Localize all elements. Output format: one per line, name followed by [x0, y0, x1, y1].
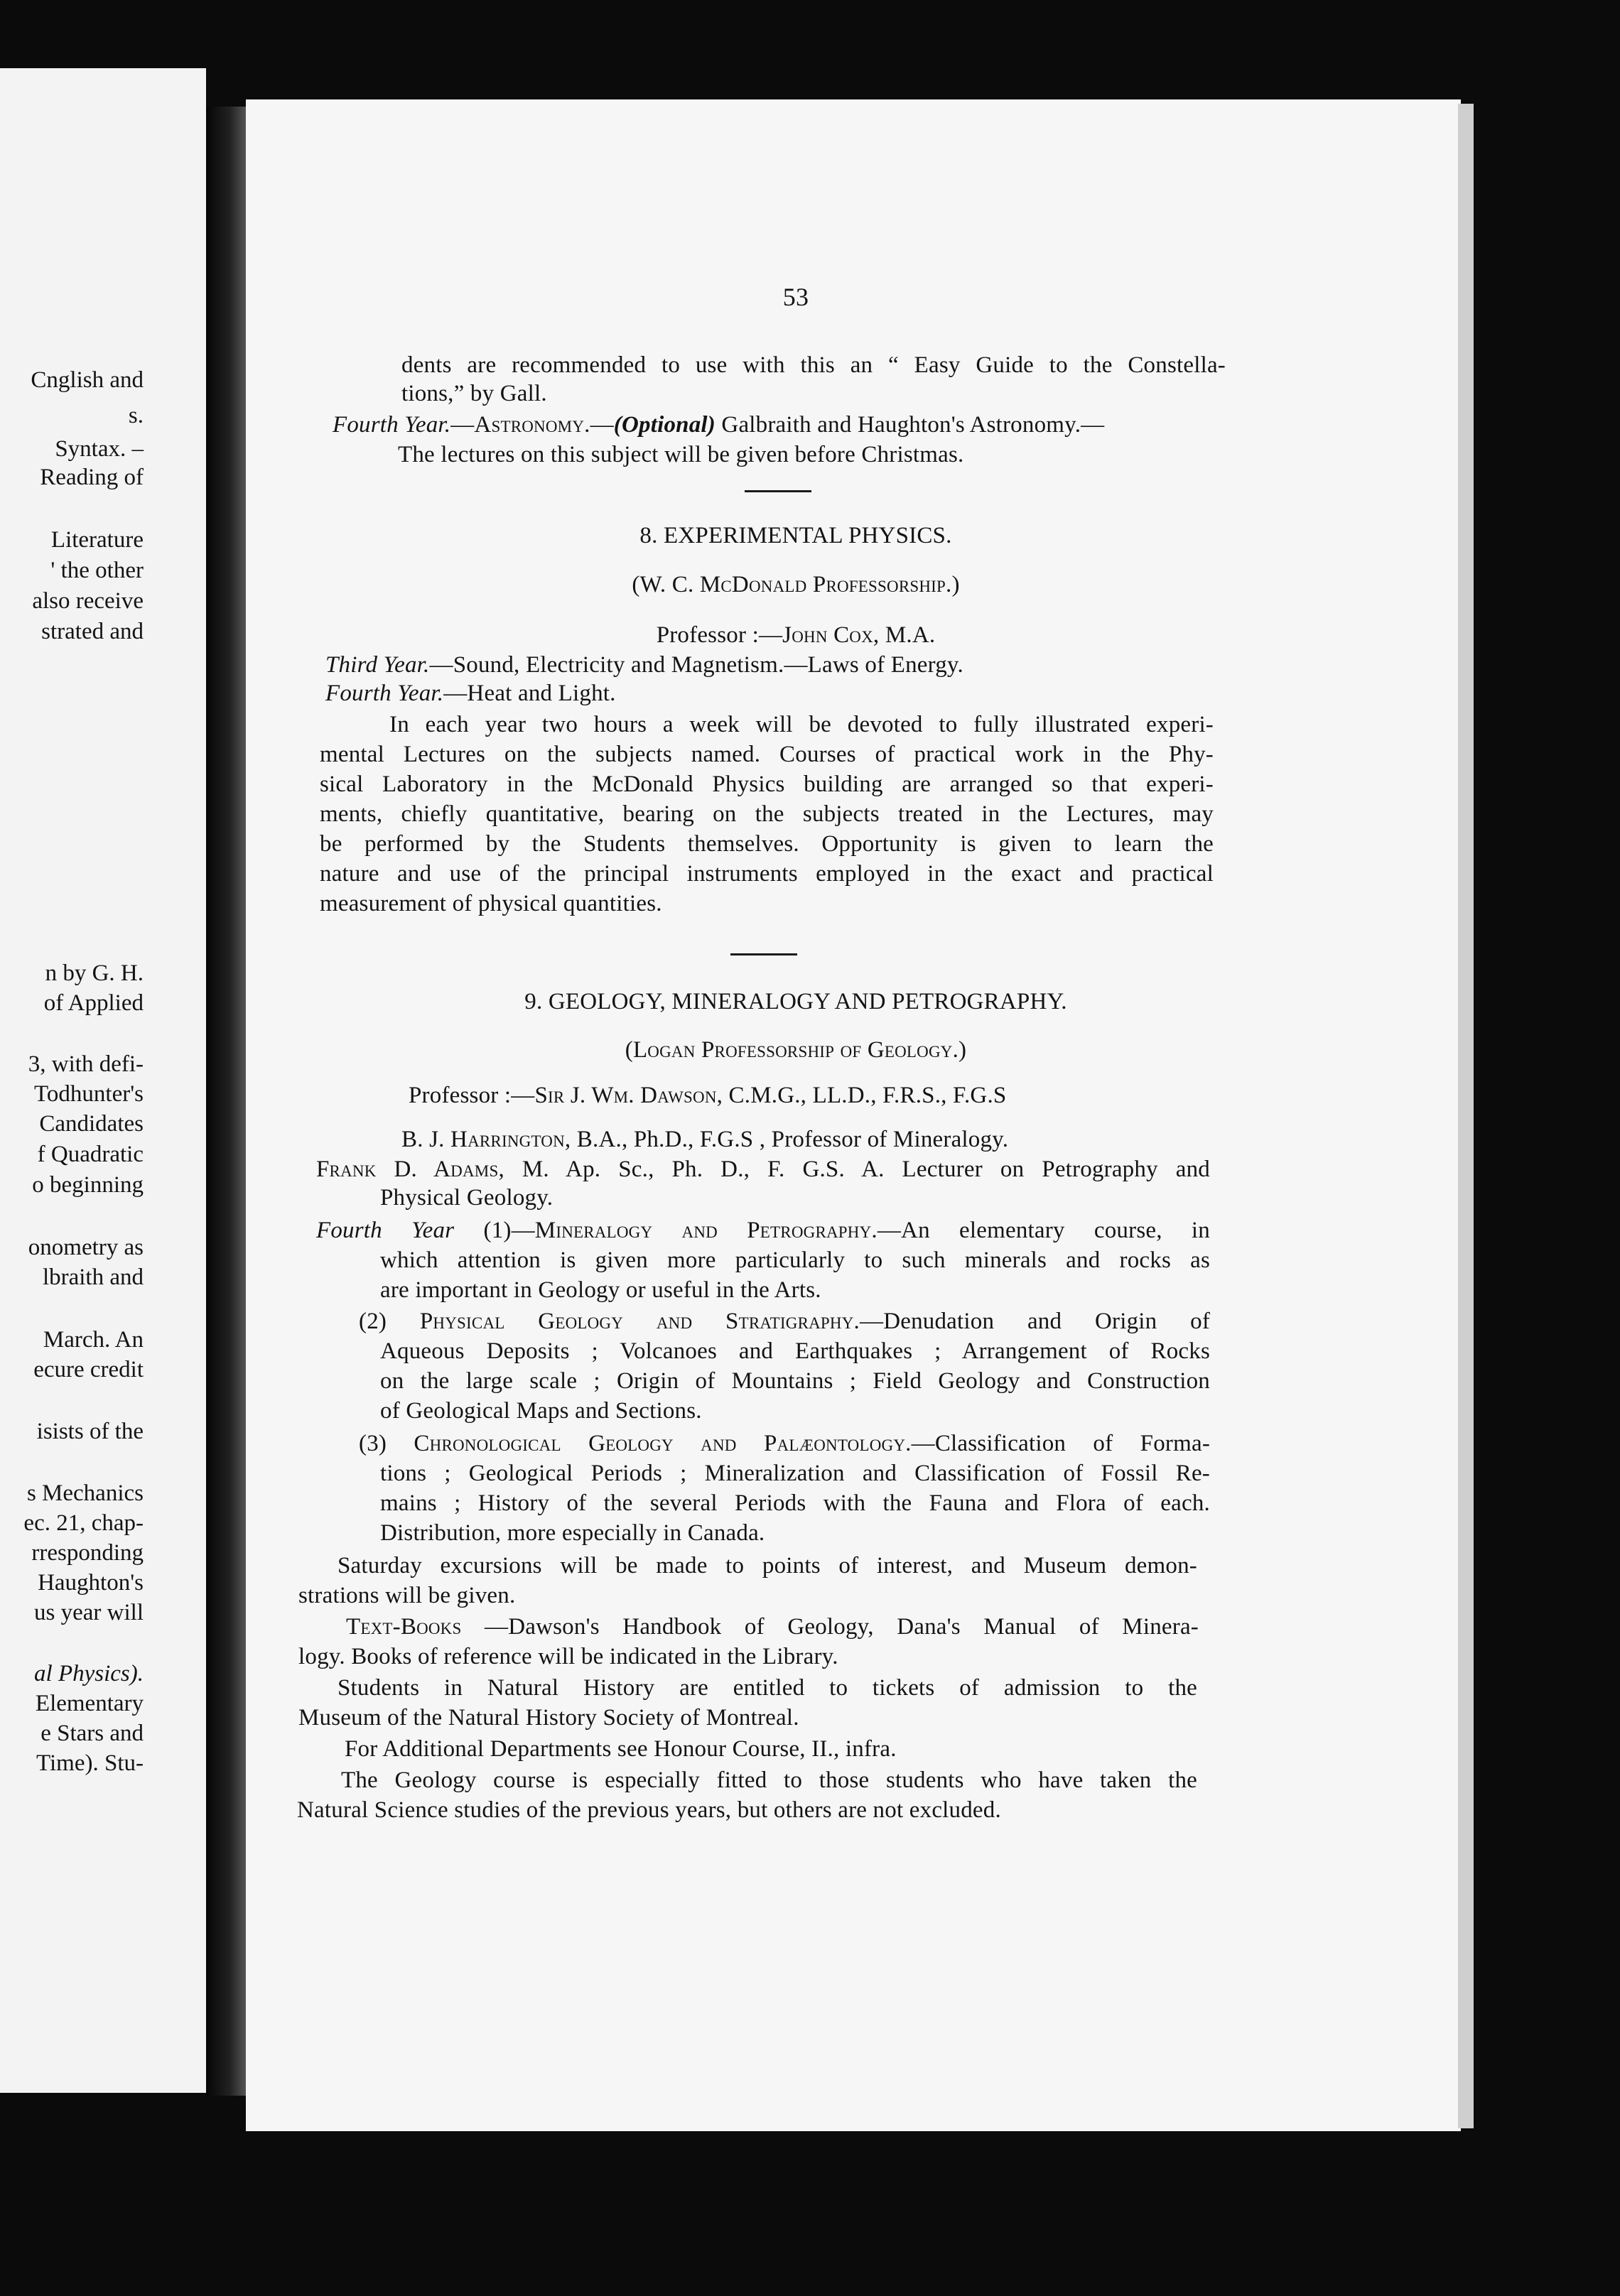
geology-heading: 9. GEOLOGY, MINERALOGY AND PETROGRAPHY.	[524, 989, 1067, 1014]
physics-paragraph-line: sical Laboratory in the McDonald Physics building are arranged so that experi-	[320, 771, 1214, 797]
geology-students-line: Museum of the Natural History Society of Montreal.	[298, 1705, 799, 1731]
physics-paragraph-line: nature and use of the principal instruments employed in the exact and practical	[320, 861, 1214, 887]
physics-professor: Professor :—John Cox, M.A.	[656, 622, 936, 648]
previous-page-line: Reading of	[40, 465, 144, 490]
physics-fourth-year: Fourth Year.—Heat and Light.	[325, 681, 616, 706]
astronomy-line-1: dents are recommended to use with this an “ Easy Guide to the Constella-	[401, 352, 1226, 378]
previous-page-line: Cnglish and	[31, 367, 144, 393]
previous-page-line: s Mechanics	[26, 1480, 144, 1506]
astronomy-fourth-year: Fourth Year.—Astronomy.—(Optional) Galbraith and Haughton's Astronomy.—	[333, 412, 1105, 438]
previous-page-line: Time). Stu-	[36, 1750, 144, 1776]
physics-paragraph-line: In each year two hours a week will be devoted to fully illustrated experi-	[389, 712, 1214, 737]
astronomy-line-2: tions,” by Gall.	[401, 381, 547, 406]
previous-page-line: Todhunter's	[34, 1081, 144, 1107]
geology-students-line: Students in Natural History are entitled to tickets of admission to the	[338, 1675, 1197, 1701]
physics-professorship: (W. C. McDonald Professorship.)	[632, 572, 960, 597]
section-divider	[730, 953, 797, 955]
previous-page-line: rresponding	[31, 1540, 144, 1566]
previous-page-line: f Quadratic	[37, 1142, 144, 1167]
previous-page-line: also receive	[32, 588, 144, 614]
geology-item-3: (3) Chronological Geology and Palæontology.—Classification of Forma-	[359, 1431, 1211, 1456]
geology-item-2-line: Aqueous Deposits ; Volcanoes and Earthquakes ; Arrangement of Rocks	[380, 1338, 1210, 1364]
geology-item-1-line: are important in Geology or useful in the Arts.	[380, 1277, 821, 1303]
previous-page-line: o beginning	[32, 1172, 144, 1198]
previous-page-line: of Applied	[43, 990, 144, 1016]
previous-page-line: lbraith and	[42, 1265, 144, 1290]
geology-item-2-line: of Geological Maps and Sections.	[380, 1398, 702, 1424]
geology-harrington: B. J. Harrington, B.A., Ph.D., F.G.S , Professor of Mineralogy.	[401, 1127, 1009, 1152]
previous-page-strip	[0, 68, 206, 2093]
geology-adams: Frank D. Adams, M. Ap. Sc., Ph. D., F. G.S. A. Lecturer on Petrography and	[316, 1157, 1211, 1182]
previous-page-line: isists of the	[36, 1419, 144, 1444]
geology-additional: For Additional Departments see Honour Course, II., infra.	[345, 1736, 897, 1762]
geology-course-note-line: The Geology course is especially fitted to those students who have taken the	[341, 1767, 1197, 1793]
astronomy-lectures-note: The lectures on this subject will be given before Christmas.	[398, 442, 964, 467]
previous-page-line: onometry as	[28, 1235, 144, 1260]
previous-page-line: Haughton's	[38, 1570, 144, 1596]
geology-item-3-line: tions ; Geological Periods ; Mineralization and Classification of Fossil Re-	[380, 1461, 1210, 1486]
previous-page-line: e Stars and	[40, 1721, 144, 1746]
book-spine	[206, 107, 246, 2096]
geology-adams-line-2: Physical Geology.	[380, 1185, 554, 1211]
previous-page-line: Candidates	[39, 1111, 144, 1137]
geology-item-2: (2) Physical Geology and Stratigraphy.—Denudation and Origin of	[359, 1309, 1211, 1334]
geology-saturday-line: strations will be given.	[298, 1583, 516, 1608]
previous-page-line: Elementary	[35, 1691, 144, 1716]
previous-page-line: Syntax. –	[55, 436, 144, 462]
geology-item-3-line: Distribution, more especially in Canada.	[380, 1520, 765, 1546]
previous-page-line: strated and	[41, 619, 144, 644]
geology-textbooks-line: logy. Books of reference will be indicated in the Library.	[298, 1644, 838, 1669]
physics-paragraph-line: measurement of physical quantities.	[320, 891, 662, 916]
physics-paragraph-line: ments, chiefly quantitative, bearing on the subjects treated in the Lectures, may	[320, 801, 1214, 827]
geology-item-2-line: on the large scale ; Origin of Mountains ; Field Geology and Construction	[380, 1368, 1210, 1394]
previous-page-line: ec. 21, chap-	[23, 1510, 144, 1536]
physics-heading: 8. EXPERIMENTAL PHYSICS.	[639, 523, 952, 548]
previous-page-line: s.	[128, 403, 144, 428]
previous-page-line: ecure credit	[33, 1357, 144, 1382]
geology-item-3-line: mains ; History of the several Periods with the Fauna and Flora of each.	[380, 1490, 1210, 1516]
page-number: 53	[782, 283, 809, 311]
geology-saturday-line: Saturday excursions will be made to points of interest, and Museum demon-	[338, 1553, 1197, 1578]
previous-page-line: ' the other	[50, 558, 144, 583]
previous-page-line: March. An	[43, 1327, 144, 1353]
section-divider	[745, 490, 811, 492]
physics-paragraph-line: mental Lectures on the subjects named. Courses of practical work in the Phy-	[320, 742, 1214, 767]
physics-third-year: Third Year.—Sound, Electricity and Magnetism.—Laws of Energy.	[325, 652, 963, 678]
previous-page-line: 3, with defi-	[28, 1051, 144, 1077]
geology-item-1-line: which attention is given more particularly to such minerals and rocks as	[380, 1247, 1210, 1273]
previous-page-line: n by G. H.	[45, 960, 144, 986]
geology-professor: Professor :—Sir J. Wm. Dawson, C.M.G., LL.D., F.R.S., F.G.S	[409, 1083, 1007, 1108]
previous-page-line: al Physics).	[34, 1661, 144, 1686]
geology-textbooks: Text-Books —Dawson's Handbook of Geology, Dana's Manual of Minera-	[346, 1614, 1199, 1640]
geology-course-note-line: Natural Science studies of the previous years, but others are not excluded.	[297, 1797, 1001, 1823]
previous-page-line: Literature	[50, 527, 144, 553]
geology-item-1: Fourth Year (1)—Mineralogy and Petrography.—An elementary course, in	[316, 1218, 1210, 1243]
physics-paragraph-line: be performed by the Students themselves. Opportunity is given to learn the	[320, 831, 1214, 857]
geology-professorship: (Logan Professorship of Geology.)	[625, 1037, 967, 1063]
page-edge	[1458, 104, 1474, 2128]
previous-page-line: us year will	[34, 1600, 144, 1625]
